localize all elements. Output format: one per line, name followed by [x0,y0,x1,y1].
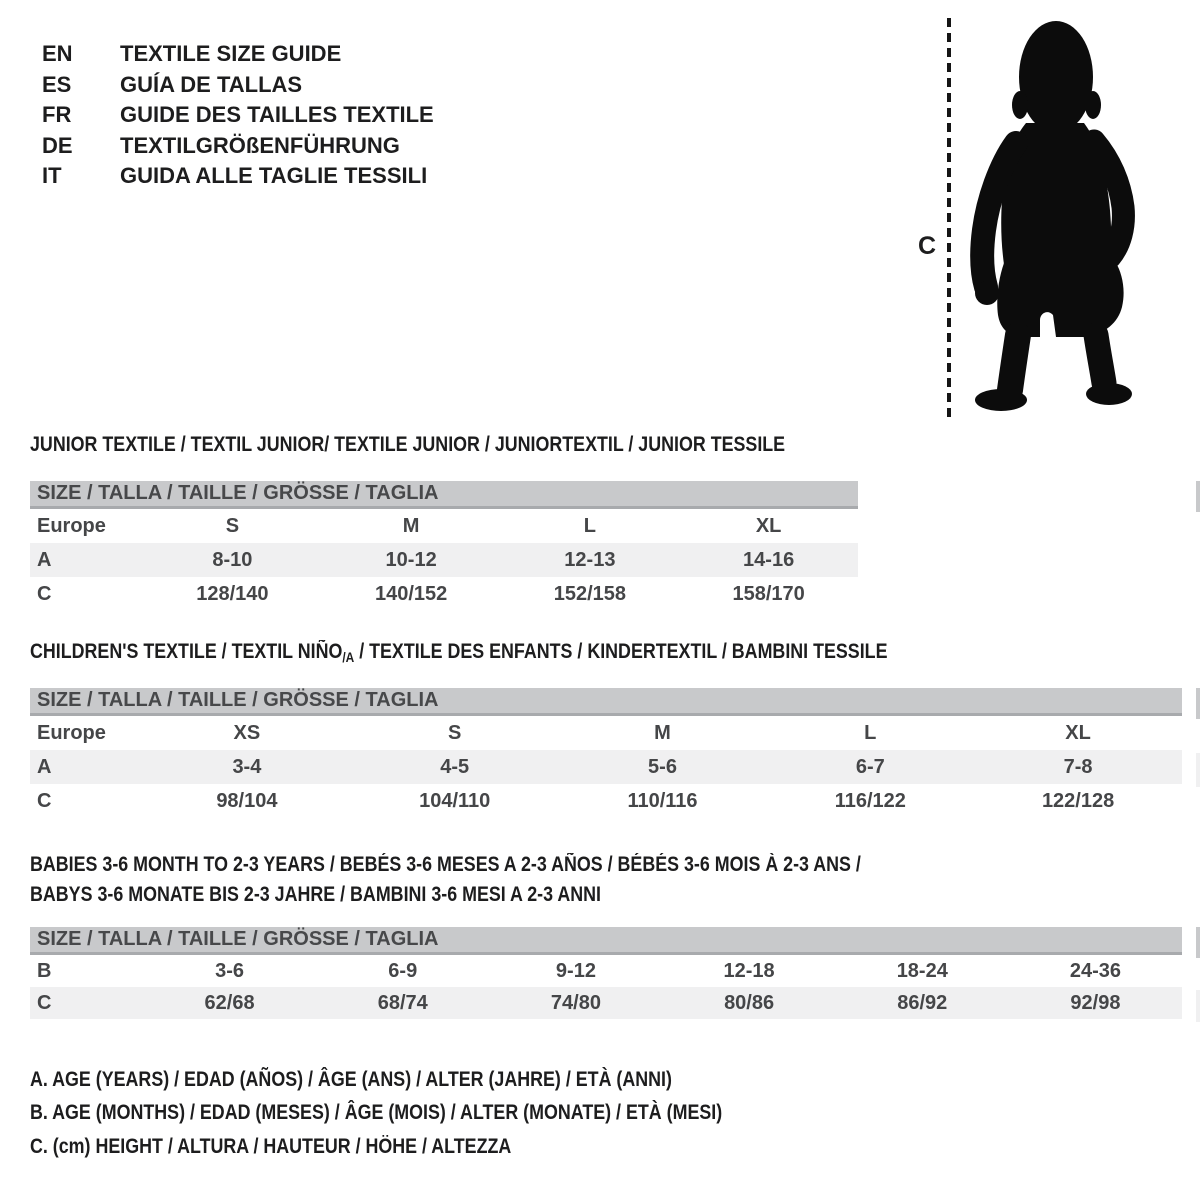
language-label: TEXTILE SIZE GUIDE [120,41,342,66]
size-value: 3-6 [215,959,245,982]
height-measure-label: C [918,232,937,260]
language-title-list [42,39,434,192]
table-header-bar: SIZE / TALLA / TAILLE / GRÖSSE / TAGLIA [30,688,1182,716]
language-row [42,39,434,70]
size-value: 110/116 [627,789,698,812]
size-value: XL [1065,721,1091,744]
row-label: B [37,959,52,982]
table-edge-artifact [1196,688,1200,719]
size-value: M [654,721,671,744]
table-edge-artifact [1196,753,1200,787]
size-value: 98/104 [216,789,278,812]
size-table-junior [30,481,858,611]
section-heading-babies [30,850,861,910]
table-header-bar: SIZE / TALLA / TAILLE / GRÖSSE / TAGLIA [30,927,1182,955]
heading-line: BABYS 3-6 MONATE BIS 2-3 JAHRE / BAMBINI 3-6 MESI A 2-3 ANNI [30,883,601,906]
size-value: S [225,514,240,537]
size-value: 8-10 [212,548,253,571]
language-row [42,100,434,131]
measure-legend [30,1063,844,1163]
language-code: EN [42,41,73,66]
size-value: 4-5 [440,755,470,778]
size-value: 152/158 [553,582,627,605]
size-value: 122/128 [1041,789,1115,812]
language-code: ES [42,71,72,97]
size-value: 140/152 [374,582,448,605]
row-label: A [37,755,52,778]
toddler-silhouette-icon [960,15,1140,415]
size-value: 18-24 [896,959,948,982]
table-edge-artifact [1196,990,1200,1022]
row-label: C [37,789,52,812]
size-value: 104/110 [419,789,491,812]
size-value: M [402,514,420,537]
size-table-children [30,688,1182,818]
section-heading-junior: JUNIOR TEXTILE / TEXTIL JUNIOR/ TEXTILE JUNIOR / JUNIORTEXTIL / JUNIOR TESSILE [30,433,786,456]
table-row [30,750,1182,784]
size-value: 6-7 [855,755,885,778]
language-row [42,161,434,192]
language-row [42,70,434,101]
size-value: 12-13 [564,548,616,571]
heading-text: CHILDREN'S TEXTILE / TEXTIL NIÑO [30,640,343,663]
table-edge-artifact [1196,927,1200,958]
size-value: 116/122 [834,789,906,812]
row-label: Europe [37,721,106,744]
row-label: Europe [37,514,106,537]
size-value: 7-8 [1063,755,1093,778]
size-value: 10-12 [385,548,437,571]
table-row [30,509,858,543]
size-value: 9-12 [555,959,596,982]
legend-line-c: C. (cm) HEIGHT / ALTURA / HAUTEUR / HÖHE / ALTEZZA [30,1134,512,1158]
size-value: 62/68 [204,991,255,1014]
height-dashed-line [947,18,951,417]
size-value: XL [755,514,782,537]
legend-line-a: A. AGE (YEARS) / EDAD (AÑOS) / ÂGE (ANS) / ALTER (JAHRE) / ETÀ (ANNI) [30,1068,672,1091]
size-value: 6-9 [388,959,418,982]
size-value: 12-18 [723,959,775,982]
legend-line-b: B. AGE (MONTHS) / EDAD (MESES) / ÂGE (MOIS) / ALTER (MONATE) / ETÀ (MESI) [30,1101,723,1125]
size-value: L [583,514,596,537]
heading-text: / TEXTILE DES ENFANTS / KINDERTEXTIL / BAMBINI TESSILE [354,640,888,663]
heading-subscript: /A [342,649,355,665]
language-code: DE [42,132,73,158]
language-row [42,131,434,162]
heading-line: BABIES 3-6 MONTH TO 2-3 YEARS / BEBÉS 3-6 MESES A 2-3 AÑOS / BÉBÉS 3-6 MOIS À 2-3 ANS / [30,853,861,876]
size-value: 3-4 [232,755,262,778]
table-row [30,784,1182,818]
table-row [30,955,1182,987]
size-value: 158/170 [732,582,805,605]
table-row [30,987,1182,1019]
size-value: 24-36 [1069,959,1122,982]
language-code: FR [42,102,72,127]
table-row [30,577,858,611]
language-label: GUÍA DE TALLAS [120,71,303,97]
language-code: IT [42,163,62,188]
row-label: A [37,548,52,571]
size-value: 86/92 [897,991,948,1014]
table-edge-artifact [1196,481,1200,512]
size-value: 14-16 [743,548,795,571]
size-value: L [864,721,877,744]
size-value: 5-6 [648,755,677,778]
size-value: 68/74 [377,991,428,1014]
language-label: GUIDA ALLE TAGLIE TESSILI [120,163,428,188]
table-header-bar: SIZE / TALLA / TAILLE / GRÖSSE / TAGLIA [30,481,858,509]
size-value: XS [233,721,261,744]
size-value: 128/140 [196,582,269,605]
size-value: S [448,721,462,744]
row-label: C [37,991,52,1014]
size-value: 80/86 [724,991,775,1014]
size-value: 92/98 [1070,991,1121,1014]
language-label: GUIDE DES TAILLES TEXTILE [120,102,434,127]
language-label: TEXTILGRÖßENFÜHRUNG [120,132,400,158]
size-value: 74/80 [550,991,601,1014]
section-heading-children [30,641,887,664]
size-table-babies [30,927,1182,1019]
row-label: C [37,582,52,605]
table-row [30,716,1182,750]
table-row [30,543,858,577]
